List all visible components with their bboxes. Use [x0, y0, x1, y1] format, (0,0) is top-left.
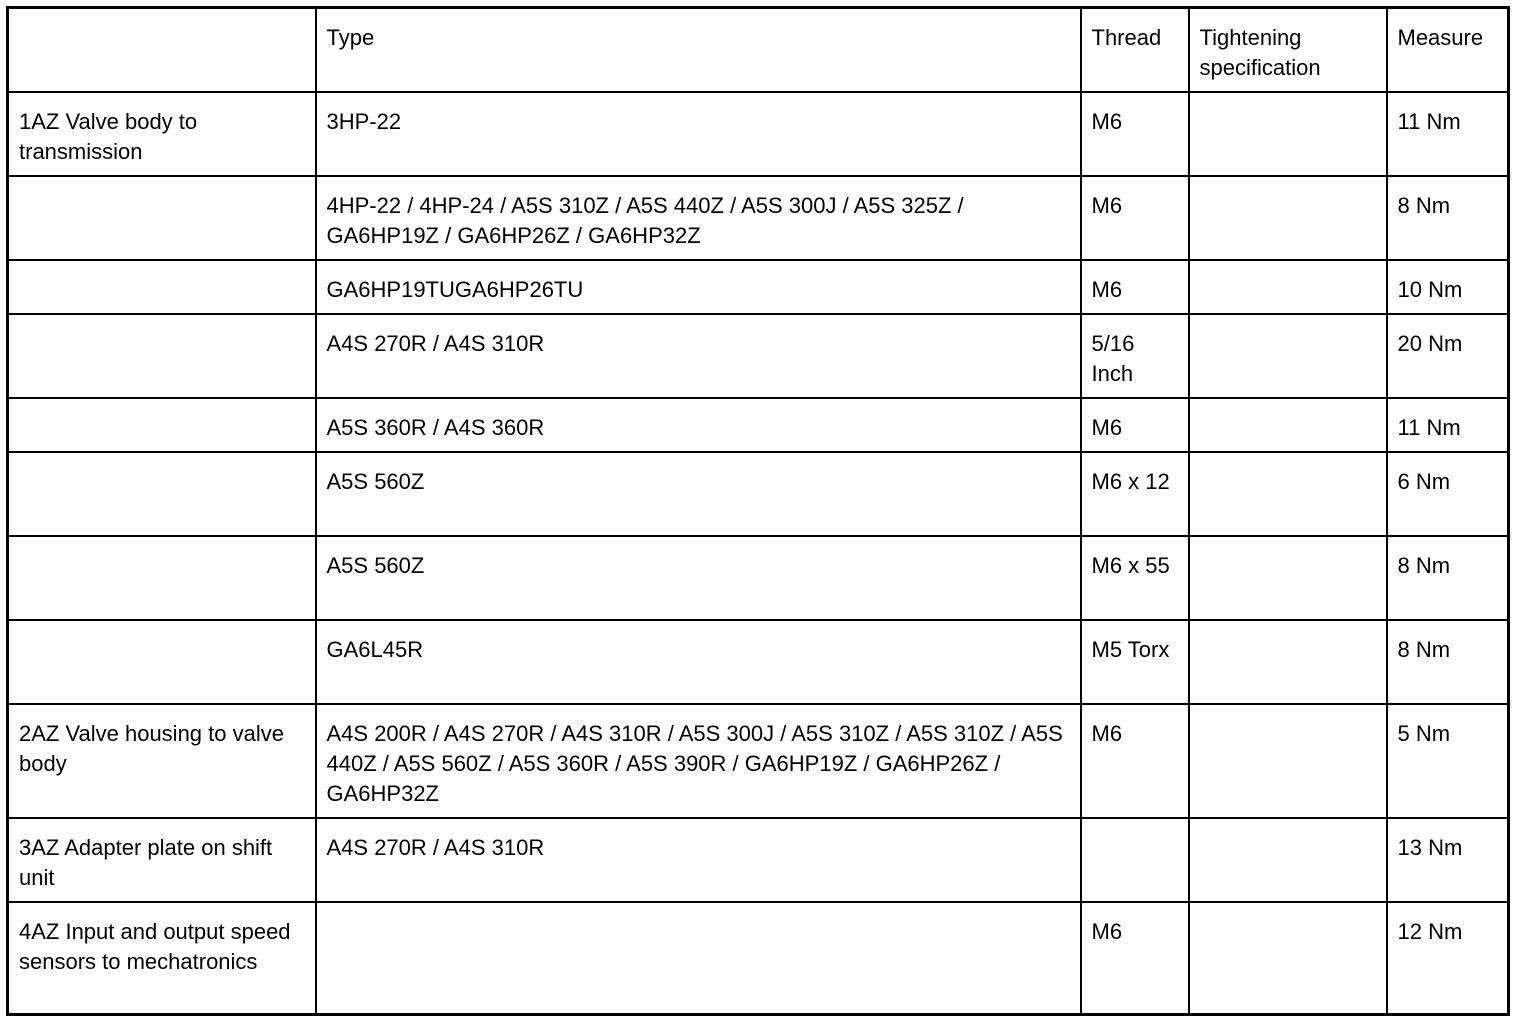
- thread-cell: M6 x 12: [1081, 452, 1189, 536]
- thread-cell: M6 x 55: [1081, 536, 1189, 620]
- measure-cell: 11 Nm: [1387, 92, 1509, 176]
- item-cell: 1AZ Valve body to transmission: [8, 92, 316, 176]
- table-row: [8, 902, 1509, 1015]
- type-cell: A5S 360R / A4S 360R: [316, 398, 1081, 452]
- thread-cell: M6: [1081, 704, 1189, 818]
- type-cell: GA6L45R: [316, 620, 1081, 704]
- table-row: [8, 452, 1509, 536]
- spec-cell: [1189, 536, 1387, 620]
- item-cell: 2AZ Valve housing to valve body: [8, 704, 316, 818]
- type-cell: A4S 270R / A4S 310R: [316, 314, 1081, 398]
- type-cell: 3HP-22: [316, 92, 1081, 176]
- measure-cell: 20 Nm: [1387, 314, 1509, 398]
- spec-cell: [1189, 92, 1387, 176]
- type-cell: A4S 270R / A4S 310R: [316, 818, 1081, 902]
- table-row: [8, 314, 1509, 398]
- item-cell: [8, 398, 316, 452]
- measure-cell: 12 Nm: [1387, 902, 1509, 1015]
- thread-cell: 5/16 Inch: [1081, 314, 1189, 398]
- item-cell: [8, 176, 316, 260]
- spec-cell: [1189, 260, 1387, 314]
- spec-cell: [1189, 902, 1387, 1015]
- table-row: [8, 260, 1509, 314]
- measure-cell: 8 Nm: [1387, 620, 1509, 704]
- item-cell: [8, 620, 316, 704]
- spec-cell: [1189, 314, 1387, 398]
- item-cell: [8, 260, 316, 314]
- item-cell: [8, 314, 316, 398]
- header-measure: Measure: [1387, 8, 1509, 92]
- header-row: [8, 8, 1509, 92]
- measure-cell: 13 Nm: [1387, 818, 1509, 902]
- thread-cell: M6: [1081, 398, 1189, 452]
- table-row: [8, 398, 1509, 452]
- type-cell: GA6HP19TUGA6HP26TU: [316, 260, 1081, 314]
- table-row: [8, 176, 1509, 260]
- spec-cell: [1189, 176, 1387, 260]
- spec-cell: [1189, 818, 1387, 902]
- spec-cell: [1189, 452, 1387, 536]
- header-tightening-spec: Tightening specification: [1189, 8, 1387, 92]
- spec-cell: [1189, 620, 1387, 704]
- measure-cell: 8 Nm: [1387, 176, 1509, 260]
- table-row: [8, 92, 1509, 176]
- header-thread: Thread: [1081, 8, 1189, 92]
- type-cell: A4S 200R / A4S 270R / A4S 310R / A5S 300J / A5S 310Z / A5S 310Z / A5S 440Z / A5S 560Z / A5S 360R / A5S 390R / GA6HP19Z / GA6HP26Z / GA6HP32Z: [316, 704, 1081, 818]
- measure-cell: 6 Nm: [1387, 452, 1509, 536]
- type-cell: A5S 560Z: [316, 536, 1081, 620]
- thread-cell: M6: [1081, 260, 1189, 314]
- torque-spec-table: [6, 6, 1510, 1016]
- header-type: Type: [316, 8, 1081, 92]
- table-row: [8, 620, 1509, 704]
- measure-cell: 10 Nm: [1387, 260, 1509, 314]
- type-cell: A5S 560Z: [316, 452, 1081, 536]
- thread-cell: M6: [1081, 176, 1189, 260]
- spec-cell: [1189, 398, 1387, 452]
- table-row: [8, 536, 1509, 620]
- thread-cell: M5 Torx: [1081, 620, 1189, 704]
- thread-cell: M6: [1081, 902, 1189, 1015]
- item-cell: 3AZ Adapter plate on shift unit: [8, 818, 316, 902]
- type-cell: 4HP-22 / 4HP-24 / A5S 310Z / A5S 440Z / A5S 300J / A5S 325Z / GA6HP19Z / GA6HP26Z / GA6HP32Z: [316, 176, 1081, 260]
- thread-cell: [1081, 818, 1189, 902]
- item-cell: [8, 536, 316, 620]
- thread-cell: M6: [1081, 92, 1189, 176]
- item-cell: [8, 452, 316, 536]
- type-cell: [316, 902, 1081, 1015]
- measure-cell: 11 Nm: [1387, 398, 1509, 452]
- measure-cell: 5 Nm: [1387, 704, 1509, 818]
- table-row: [8, 704, 1509, 818]
- item-cell: 4AZ Input and output speed sensors to mechatronics: [8, 902, 316, 1015]
- table-row: [8, 818, 1509, 902]
- header-item: [8, 8, 316, 92]
- measure-cell: 8 Nm: [1387, 536, 1509, 620]
- spec-cell: [1189, 704, 1387, 818]
